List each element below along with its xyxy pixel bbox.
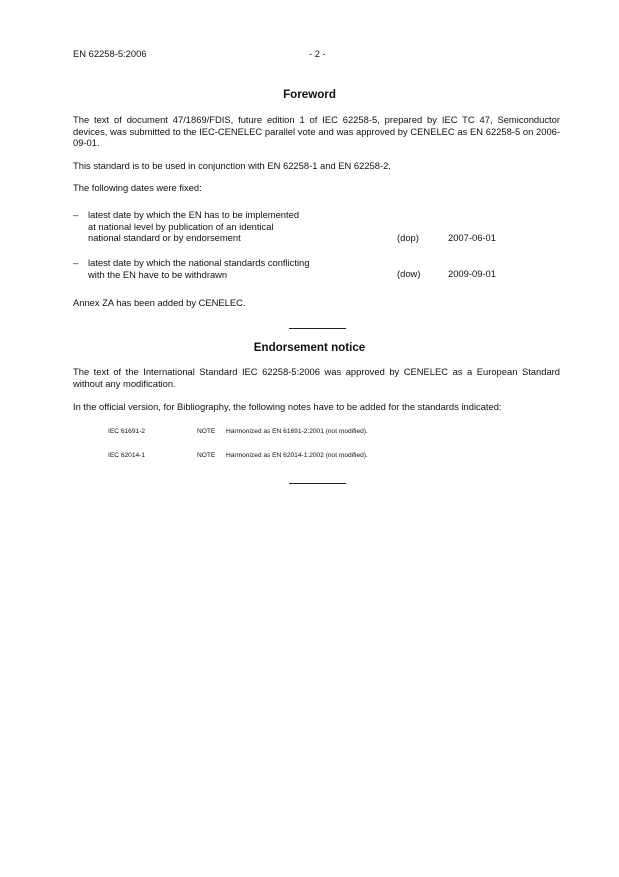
date-code: (dow) — [397, 268, 421, 279]
date-item-line: national standard or by endorsement — [88, 232, 241, 243]
date-item-line: at national level by publication of an identical — [88, 220, 274, 232]
foreword-title: Foreword — [283, 88, 336, 101]
date-value: 2009-09-01 — [448, 268, 496, 279]
date-item-line: latest date by which the EN has to be implemented — [88, 209, 300, 220]
annex-note: Annex ZA has been added by CENELEC. — [73, 297, 246, 308]
date-item-text — [88, 257, 388, 280]
date-item-text — [88, 209, 388, 244]
endorsement-paragraph-2: In the official version, for Bibliography, the following notes have to be added for the standards indicated: — [73, 401, 502, 412]
foreword-paragraph-2: This standard is to be used in conjunction with EN 62258-1 and EN 62258-2. — [73, 160, 391, 171]
endorsement-title: Endorsement notice — [253, 341, 366, 354]
foreword-paragraph-3: The following dates were fixed: — [73, 182, 202, 193]
note-label: NOTE — [197, 452, 216, 459]
note-text: Harmonized as EN 62014-1:2002 (not modified). — [226, 452, 368, 459]
date-value: 2007-06-01 — [448, 232, 496, 243]
page-number: - 2 - — [309, 48, 326, 59]
list-dash: – — [73, 257, 79, 268]
foreword-paragraph-1: The text of document 47/1869/FDIS, future edition 1 of IEC 62258-5, prepared by IEC TC 47, Semiconductor devices, was submitted to the IEC-CENELEC parallel vote and was approved by CENELEC as EN 62258-5 on 2006-09-01. — [73, 114, 560, 148]
date-item-line: with the EN have to be withdrawn — [88, 268, 228, 280]
date-code: (dop) — [397, 232, 419, 243]
note-text: Harmonized as EN 61691-2:2001 (not modified). — [226, 428, 368, 435]
note-standard: IEC 61691-2 — [108, 428, 146, 435]
note-label: NOTE — [197, 428, 216, 435]
note-standard: IEC 62014-1 — [108, 452, 146, 459]
date-item-line: latest date by which the national standards conflicting — [88, 257, 310, 268]
list-dash: – — [73, 209, 79, 220]
document-id: EN 62258-5:2006 — [73, 48, 147, 59]
section-divider — [289, 483, 346, 484]
section-divider — [289, 328, 346, 329]
endorsement-paragraph-1: The text of the International Standard IEC 62258-5:2006 was approved by CENELEC as a European Standard without any modification. — [73, 366, 560, 389]
